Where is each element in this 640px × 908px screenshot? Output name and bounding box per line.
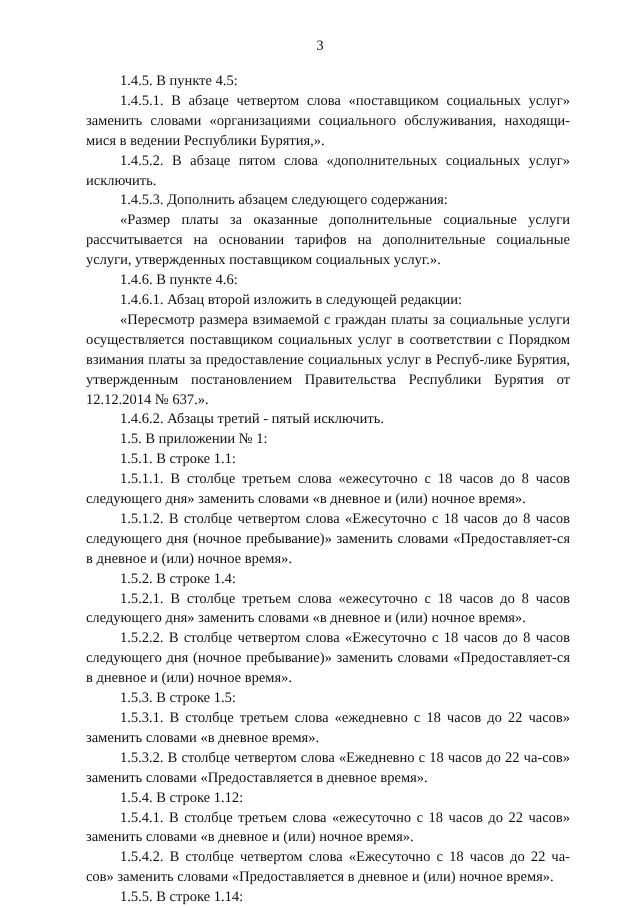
paragraph-1-4-6-1: 1.4.6.1. Абзац второй изложить в следующей редакции: bbox=[120, 291, 463, 308]
paragraph-1-5-1-1: 1.5.1.1. В столбце третьем слова «ежесуточно с 18 часов до 8 часов следующего дня» заменить словами «в дневное и (или) ночное время». bbox=[86, 471, 570, 508]
paragraph-1-4-5: 1.4.5. В пункте 4.5: bbox=[120, 73, 238, 89]
paragraph-1-5-2-2: 1.5.2.2. В столбце четвертом слова «Ежесуточно с 18 часов до 8 часов следующего дня (ночное пребывание)» заменить словами «Предоставляет-ся в дневное и (или) ночное время». bbox=[86, 630, 570, 687]
paragraph-1-5-4: 1.5.4. В строке 1.12: bbox=[120, 789, 244, 806]
paragraph-1-5-4-2: 1.5.4.2. В столбце четвертом слова «Ежесуточно с 18 часов до 22 ча-сов» заменить словами «Предоставляется в дневное и (или) ночное время». bbox=[86, 849, 570, 886]
paragraph-quote-payment-size: «Размер платы за оказанные дополнительные социальные услуги рассчитывается на основании тарифов на дополнительные социальные услуги, утвержденных поставщиком социальных услуг.». bbox=[86, 212, 570, 269]
paragraph-1-5-3-1: 1.5.3.1. В столбце третьем слова «ежедневно с 18 часов до 22 часов» заменить словами «в дневное время». bbox=[86, 710, 570, 746]
paragraph-1-4-6-2: 1.4.6.2. Абзацы третий - пятый исключить. bbox=[120, 411, 384, 428]
document-body bbox=[86, 72, 570, 908]
paragraph-1-5-1-2: 1.5.1.2. В столбце четвертом слова «Ежесуточно с 18 часов до 8 часов следующего дня (ночное пребывание)» заменить словами «Предоставляет-ся в дневное и (или) ночное время». bbox=[86, 510, 570, 567]
page-number: 3 bbox=[316, 38, 324, 54]
paragraph-1-5-5: 1.5.5. В строке 1.14: bbox=[120, 889, 244, 906]
paragraph-1-5-4-1: 1.5.4.1. В столбце третьем слова «ежесуточно с 18 часов до 22 часов» заменить словами «в дневное и (или) ночное время». bbox=[86, 809, 570, 846]
paragraph-1-4-5-2: 1.4.5.2. В абзаце пятом слова «дополнительных социальных услуг» исключить. bbox=[86, 152, 570, 189]
paragraph-1-4-5-1: 1.4.5.1. В абзаце четвертом слова «поставщиком социальных услуг» заменить словами «организациями социального обслуживания, находящи-мися в ведении Республики Бурятия,». bbox=[86, 92, 570, 149]
paragraph-1-5-1: 1.5.1. В строке 1.1: bbox=[120, 451, 236, 468]
paragraph-1-5: 1.5. В приложении № 1: bbox=[120, 431, 268, 448]
paragraph-1-5-3-2: 1.5.3.2. В столбце четвертом слова «Ежедневно с 18 часов до 22 ча-сов» заменить словами «Предоставляется в дневное время». bbox=[86, 749, 570, 786]
paragraph-1-5-3: 1.5.3. В строке 1.5: bbox=[120, 690, 236, 707]
paragraph-1-5-2: 1.5.2. В строке 1.4: bbox=[120, 570, 236, 587]
paragraph-1-5-2-1: 1.5.2.1. В столбце третьем слова «ежесуточно с 18 часов до 8 часов следующего дня» заменить словами «в дневное и (или) ночное время». bbox=[86, 590, 570, 627]
paragraph-1-4-5-3: 1.4.5.3. Дополнить абзацем следующего содержания: bbox=[120, 192, 448, 209]
paragraph-quote-payment-review: «Пересмотр размера взимаемой с граждан платы за социальные услуги осуществляется поставщиком социальных услуг в соответствии с Порядком взимания платы за предоставление социальных услуг в Респуб-лике Бурятия, утвержденным постановлением Правительства Республики Бурятия от 12.12.2014 № 637.». bbox=[86, 311, 570, 408]
paragraph-1-4-6: 1.4.6. В пункте 4.6: bbox=[120, 272, 238, 289]
